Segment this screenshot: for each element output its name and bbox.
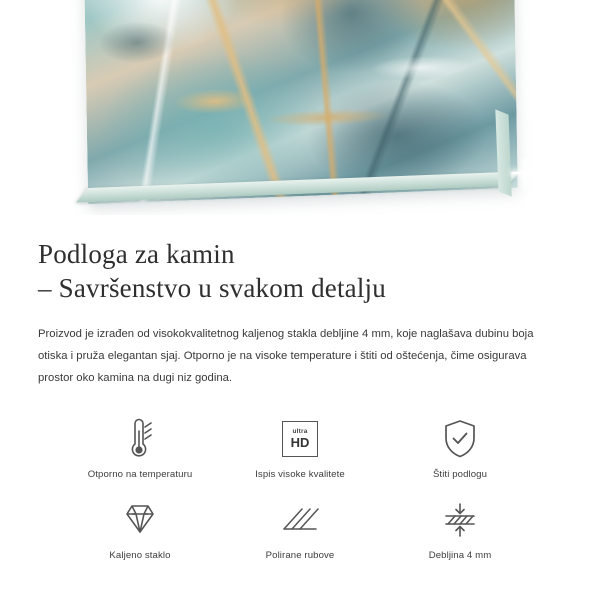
hero-image-inner [0,0,600,215]
hero-image [0,0,600,215]
ultra-hd-badge-top: ultra [292,427,308,435]
content-section [0,215,600,561]
feature-grid [38,415,562,561]
feature-item-thickness [380,496,540,561]
ultra-hd-badge [282,421,318,457]
ultra-hd-icon [282,415,318,463]
feature-item-print-quality [220,415,380,480]
polished-edges-icon [278,496,322,544]
feature-label: Polirane rubove [265,550,335,561]
shield-check-icon [440,415,480,463]
feature-item-tempered-glass [60,496,220,561]
feature-label: Debljina 4 mm [428,550,492,561]
feature-item-polished-edges [220,496,380,561]
page-title [38,237,562,305]
page-title-line-2: – Savršenstvo u svakom detalju [38,273,386,303]
feature-label: Kaljeno staklo [109,550,171,561]
ultra-hd-badge-bottom: HD [290,435,310,451]
sparkle-icon [536,182,552,198]
feature-label: Ispis visoke kvalitete [255,469,345,480]
product-description: Proizvod je izrađen od visokokvalitetnog kaljenog stakla debljine 4 mm, koje naglašava dubinu boja otiska i pruža elegantan sjaj. Otporno je na visoke temperature i štiti od oštećenja, čime osigurava prostor oko kamina na dugi niz godina. [38,328,534,384]
feature-item-protection [380,415,540,480]
thickness-arrows-icon [438,496,482,544]
feature-item-temperature [60,415,220,480]
feature-label: Otporno na temperaturu [87,469,193,480]
thermometer-icon [121,415,159,463]
feature-label: Štiti podlogu [432,469,488,480]
sparkle-icon [524,196,534,206]
diamond-icon [119,496,161,544]
page-title-line-1: Podloga za kamin [38,239,235,269]
